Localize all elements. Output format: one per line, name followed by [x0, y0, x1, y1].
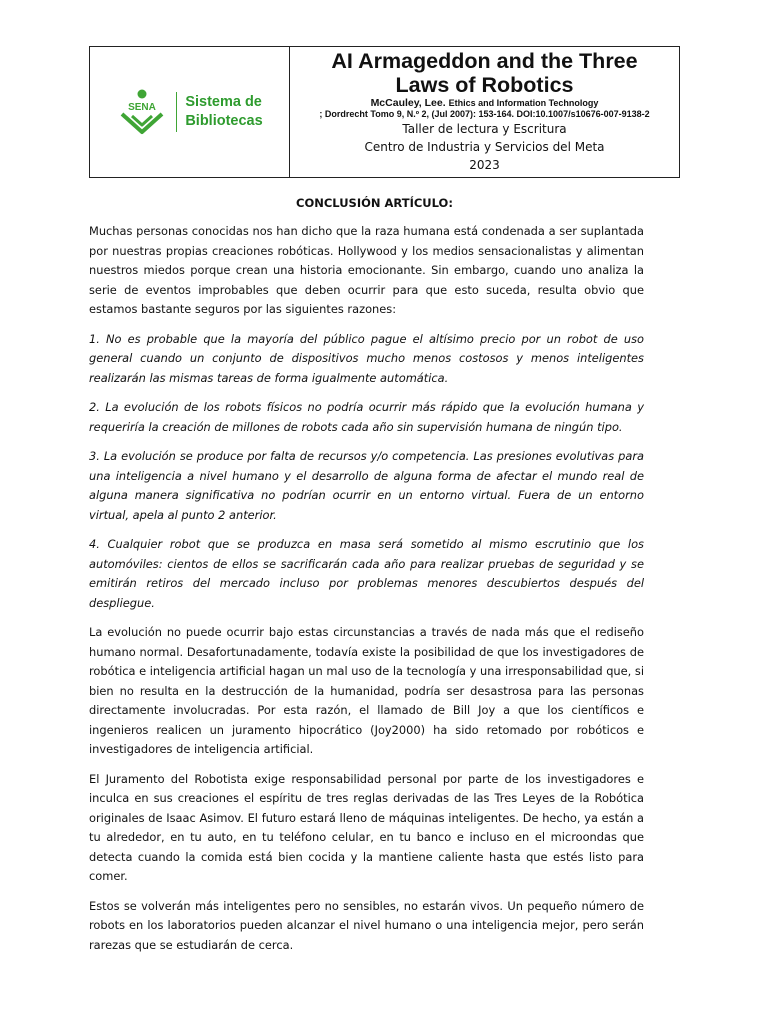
- paragraph: El Juramento del Robotista exige responsabilidad personal por parte de los investigadores e inculca en sus creaciones el espíritu de tres reglas derivadas de las Tres Leyes de la Robótica originales de Isaac Asimov. El futuro estará lleno de máquinas inteligentes. De hecho, ya están a tu alrededor, en tu auto, en tu teléfono celular, en tu banco e incluso en el microondas que detecta cuando la comida está bien cocida y la mantiene caliente hasta que estés listo para comer.: [89, 771, 644, 883]
- logo-line1: Sistema de: [185, 94, 262, 110]
- header-table: [89, 46, 680, 178]
- citation: ; Dordrecht Tomo 9, N.º 2, (Jul 2007): 153-164. DOI:10.1007/s10676-007-9138-2: [319, 109, 650, 119]
- author: McCauley, Lee.: [370, 97, 446, 109]
- paragraph: Estos se volverán más inteligentes pero no sensibles, no estarán vivos. Un pequeño número de robots en los laboratorios pueden alcanzar el nivel humano o una inteligencia mejor, pero serán rarezas que se estudiarán de cerca.: [89, 898, 644, 952]
- center: Centro de Industria y Servicios del Meta: [364, 140, 605, 154]
- course: Taller de lectura y Escritura: [402, 122, 567, 136]
- logo-text: [185, 93, 262, 131]
- reason-4: 4. Cualquier robot que se produzca en masa será sometido al mismo escrutinio que los automóviles: cientos de ellos se sacrificarán cada año para realizar pruebas de seguridad y se emitirán retiros del mercado incluso por problemas menores descubiertos después del despliegue.: [89, 537, 644, 610]
- reason-1: 1. No es probable que la mayoría del público pague el altísimo precio por un robot de uso general cuando un conjunto de dispositivos mucho menos costosos y menos inteligentes realizarán las mismas tareas de forma igualmente automática.: [89, 331, 644, 385]
- logo-line2: Bibliotecas: [185, 113, 263, 129]
- journal: Ethics and Information Technology: [448, 98, 599, 108]
- body-text: [89, 222, 644, 965]
- title-line1: AI Armageddon and the Three: [331, 49, 638, 73]
- paragraph: La evolución no puede ocurrir bajo estas circunstancias a través de nada más que el rediseño humano normal. Desafortunadamente, todavía existe la posibilidad de que los investigadores de robótica e inteligencia artificial hagan un mal uso de la tecnología y una irresponsabilidad que, si bien no resulta en la destrucción de la humanidad, podría ser desastrosa para las personas directamente involucradas. Por esta razón, el llamado de Bill Joy a que los científicos e ingenieros realicen un juramento hipocrático (Joy2000) ha sido retomado por robóticos e investigadores de inteligencia artificial.: [89, 625, 644, 756]
- logo-cell: [90, 47, 290, 177]
- reason-2: 2. La evolución de los robots físicos no podría ocurrir más rápido que la evolución humana y requeriría la creación de millones de robots cada año sin supervisión humana de ningún tipo.: [89, 400, 644, 434]
- reason-3: 3. La evolución se produce por falta de recursos y/o competencia. Las presiones evolutivas para una inteligencia a nivel humano y el desarrollo de alguna forma de afectar el mundo real de alguna manera significativa no podrían ocurrir en un entorno virtual. Fuera de un entorno virtual, apela al punto 2 anterior.: [89, 449, 644, 522]
- section-title: CONCLUSIÓN ARTÍCULO:: [296, 196, 453, 210]
- title-cell: [290, 47, 679, 177]
- logo-mark-text: SENA: [128, 102, 157, 113]
- sena-logo: [116, 88, 262, 136]
- title-line2: Laws of Robotics: [395, 73, 574, 97]
- paragraph: Muchas personas conocidas nos han dicho que la raza humana está condenada a ser suplantada por nuestras propias creaciones robóticas. Hollywood y los medios sensacionalistas y alimentan nuestros miedos porque crean una historia emocionante. Sin embargo, cuando uno analiza la serie de eventos improbables que deben ocurrir para que esto suceda, resulta obvio que estamos bastante seguros por las siguientes razones:: [89, 224, 644, 316]
- year: 2023: [469, 158, 500, 172]
- logo-separator: [176, 92, 177, 132]
- author-line: [290, 97, 679, 109]
- sena-logo-icon: [116, 88, 168, 136]
